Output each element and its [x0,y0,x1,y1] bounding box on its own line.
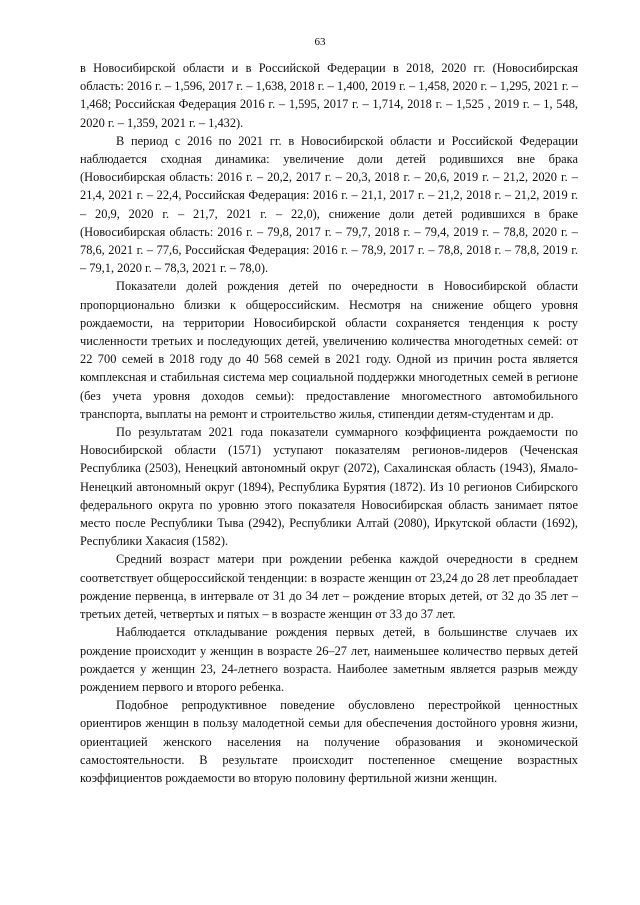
page-number: 63 [314,36,326,48]
paragraph-reproductive-behavior: Подобное репродуктивное поведение обусловлено перестройкой ценностных ориентиров женщин в пользу малодетной семьи для обеспечения достойного уровня жизни, ориентацией женского населения на получение образования и экономической самостоятельности. В результате происходит постепенное смещение возрастных коэффициентов рождаемости во вторую половину фертильной жизни женщин. [80,698,578,785]
paragraph-fertility-rate-2021: По результатам 2021 года показатели суммарного коэффициента рождаемости по Новосибирской области (1571) уступают показателям регионов-лидеров (Чеченская Республика (2503), Ненецкий автономный округ (2072), Сахалинская область (1943), Ямало-Ненецкий автономный округ (1894), Республика Бурятия (1872). Из 10 регионов Сибирского федерального округа по уровню этого показателя Новосибирская область занимает пятое место после Республики Тыва (2942), Республики Алтай (2080), Иркутской области (1692), Республики Хакасия (1582). [80,425,578,549]
body-text [80,59,578,787]
paragraph-continuation: в Новосибирской области и в Российской Федерации в 2018, 2020 гг. (Новосибирская область: 2016 г. – 1,596, 2017 г. – 1,638, 2018 г. – 1,400, 2019 г. – 1,458, 2020 г. – 1,295, 2021 г. – 1,468; Российская Федерация 2016 г. – 1,595, 2017 г. – 1,714, 2018 г. – 1,525 , 2019 г. – 1, 548, 2020 г. – 1,359, 2021 г. – 1,432). [80,61,578,130]
paragraph-mother-age: Средний возраст матери при рождении ребенка каждой очередности в среднем соответствует общероссийской тенденции: в возрасте женщин от 23,24 до 28 лет преобладает рождение первенца, в интервале от 31 до 34 лет – рождение вторых детей, от 32 до 35 лет – третьих детей, четвертых и пятых – в возрасте женщин от 33 до 37 лет. [80,552,578,622]
paragraph-delayed-births: Наблюдается откладывание рождения первых детей, в большинстве случаев их рождение происходит у женщин в возрасте 26–27 лет, наименьшее количество первых детей рождается у женщин 23, 24-летнего возраста. Наиболее заметным является разрыв между рождением первого и второго ребенка. [80,625,578,694]
paragraph-birth-order: Показатели долей рождения детей по очередности в Новосибирской области пропорционально близки к общероссийским. Несмотря на снижение общего уровня рождаемости, на территории Новосибирской области сохраняется тенденция к росту численности третьих и последующих детей, увеличению количества многодетных семей: от 22 700 семей в 2018 году до 40 568 семей в 2021 году. Одной из причин роста является комплексная и стабильная система мер социальной поддержки многодетных семей в регионе (без учета уровня доходов семьи): предоставление многоместного автомобильного транспорта, выплаты на ремонт и строительство жилья, стипендии детям-студентам и др. [80,279,578,421]
paragraph-birth-marital-status: В период с 2016 по 2021 гг. в Новосибирской области и Российской Федерации наблюдается сходная динамика: увеличение доли детей родившихся вне брака (Новосибирская область: 2016 г. – 20,2, 2017 г. – 20,3, 2018 г. – 20,6, 2019 г. – 21,2, 2020 г. – 21,4, 2021 г. – 22,4, Российская Федерация: 2016 г. – 21,1, 2017 г. – 21,2, 2018 г. – 21,2, 2019 г. – 20,9, 2020 г. – 21,7, 2021 г. – 22,0), снижение доли детей родившихся в браке (Новосибирская область: 2016 г. – 79,8, 2017 г. – 79,7, 2018 г. – 79,4, 2019 г. – 78,8, 2020 г. – 78,6, 2021 г. – 77,6, Российская Федерация: 2016 г. – 78,9, 2017 г. – 78,8, 2018 г. – 78,8, 2019 г. – 79,1, 2020 г. – 78,3, 2021 г. – 78,0). [80,133,578,276]
